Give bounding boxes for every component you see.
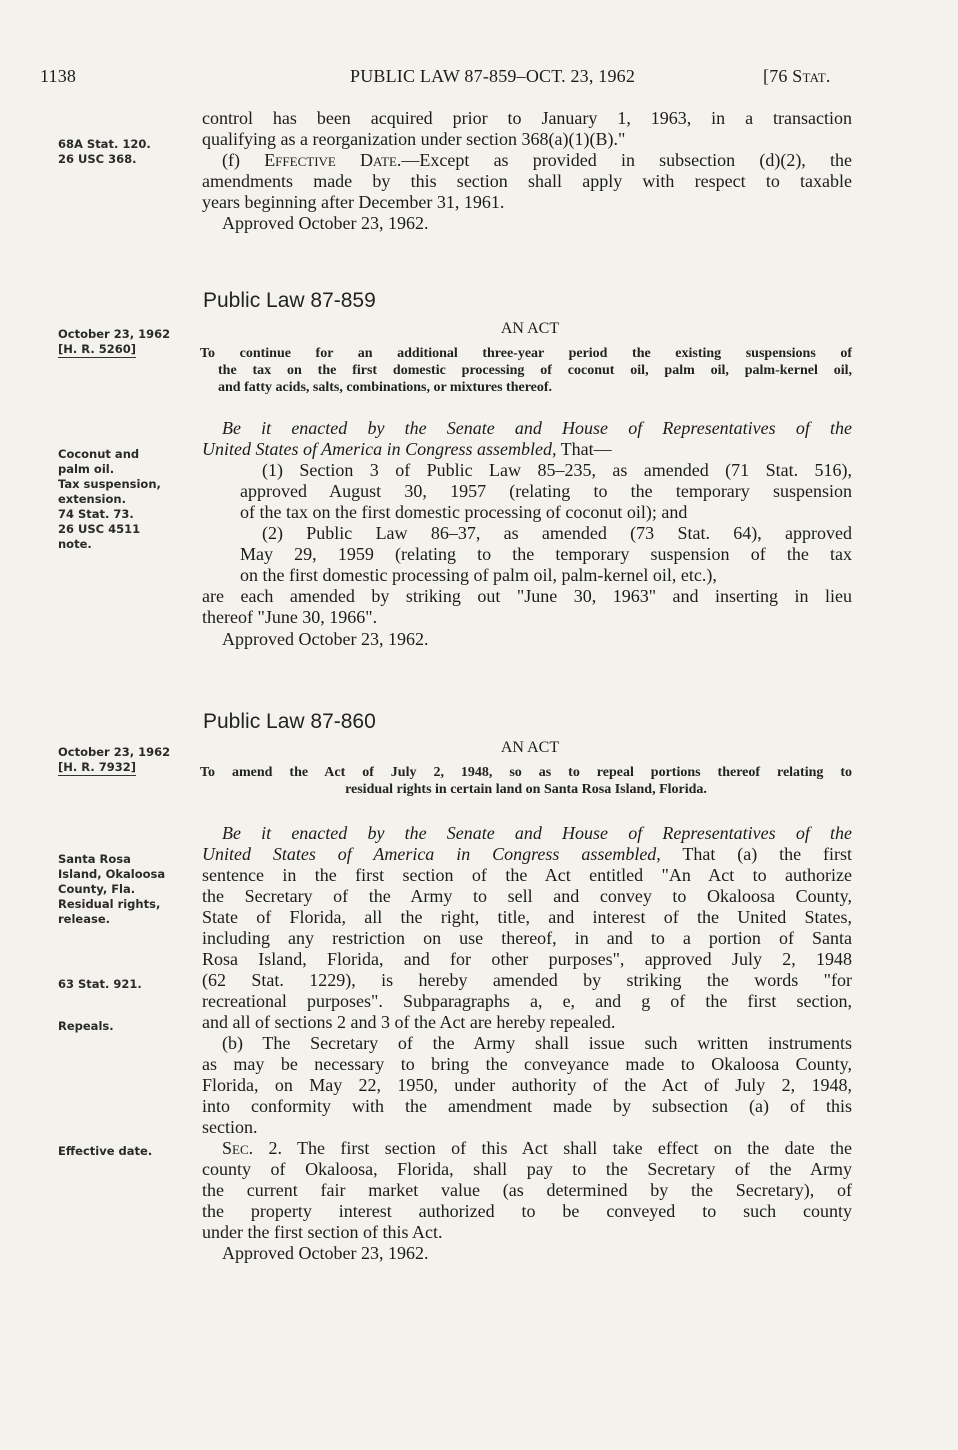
subsection-heading: Effective Date. [264, 150, 402, 170]
approval-line: Approved October 23, 1962. [222, 629, 429, 649]
law-title: Public Law 87-859 [203, 289, 376, 312]
act-label: AN ACT [500, 739, 560, 756]
text-line: are each amended by striking out "June 30, 1963" and inserting in lieu [202, 586, 852, 606]
enacting-tail: That— [556, 439, 612, 459]
text-line: into conformity with the amendment made by subsection (a) of this [202, 1096, 852, 1116]
text-line: including any restriction on use thereof, in and to a portion of Santa [202, 928, 852, 948]
enacting-clause: Be it enacted by the Senate and House of Representatives of the [222, 418, 852, 438]
text-line: recreational purposes". Subparagraphs a, e, and g of the first section, [202, 991, 852, 1011]
margin-note-repeals: Repeals. [58, 1019, 114, 1033]
margin-note-date: October 23, 1962 [58, 327, 171, 341]
section-text: The first section of this Act shall take effect on the date the [297, 1138, 852, 1158]
purpose-line: To amend the Act of July 2, 1948, so as to repeal portions thereof relating to [200, 765, 852, 780]
text-line: and all of sections 2 and 3 of the Act are hereby repealed. [202, 1012, 616, 1032]
text-line: amendments made by this section shall apply with respect to taxable [202, 171, 852, 191]
law-title: Public Law 87-860 [203, 710, 376, 733]
text-line: the Secretary of the Army to sell and convey to Okaloosa County, [202, 886, 852, 906]
bill-number: [H. R. 7932] [58, 760, 136, 774]
margin-note-subject: Coconut and palm oil. Tax suspension, extension. 74 Stat. 73. 26 USC 4511 note. [58, 447, 161, 551]
text-line: Florida, on May 22, 1950, under authority of the Act of July 2, 1948, [202, 1075, 852, 1095]
enacting-clause: Be it enacted by the Senate and House of Representatives of the [222, 823, 852, 843]
act-label: AN ACT [500, 320, 560, 337]
text-line: approved August 30, 1957 (relating to the temporary suspension [240, 481, 852, 501]
bill-number: [H. R. 5260] [58, 342, 136, 356]
enacting-tail: That (a) the first [660, 844, 852, 864]
text-line: (1) Section 3 of Public Law 85–235, as amended (71 Stat. 516), [262, 460, 852, 480]
text-line: of the tax on the first domestic processing of coconut oil); and [240, 502, 688, 522]
margin-note-bill [58, 760, 198, 775]
section-label: Sec. 2. [222, 1138, 282, 1158]
margin-note-citation: 68A Stat. 120. 26 USC 368. [58, 137, 151, 166]
statute-label: Stat. [792, 66, 831, 86]
enacting-italic: United States of America in Congress assembled, [202, 844, 661, 864]
page-number: 1138 [40, 66, 77, 86]
section-2 [222, 1138, 852, 1159]
subsection-text: —Except as provided in subsection (d)(2), the [401, 150, 852, 170]
margin-note-subject: Santa Rosa Island, Okaloosa County, Fla. Residual rights, release. [58, 852, 166, 926]
text-line: State of Florida, all the right, title, and interest of the United States, [202, 907, 852, 927]
margin-note-effective: Effective date. [58, 1144, 153, 1158]
text-line: section. [202, 1117, 258, 1137]
text-line: (b) The Secretary of the Army shall issue such written instruments [222, 1033, 852, 1053]
text-line: qualifying as a reorganization under section 368(a)(1)(B)." [202, 129, 626, 149]
purpose-line: and fatty acids, salts, combinations, or mixtures thereof. [218, 380, 553, 395]
running-title: PUBLIC LAW 87-859–OCT. 23, 1962 [350, 66, 636, 86]
text-line: the property interest authorized to be conveyed to such county [202, 1201, 852, 1221]
purpose-line: To continue for an additional three-year period the existing suspensions of [200, 346, 852, 361]
text-line: sentence in the first section of the Act entitled "An Act to authorize [202, 865, 852, 885]
enacting-italic: United States of America in Congress assembled, [202, 439, 557, 459]
text-line: (62 Stat. 1229), is hereby amended by striking the words "for [202, 970, 852, 990]
margin-note-date: October 23, 1962 [58, 745, 171, 759]
text-line: years beginning after December 31, 1961. [202, 192, 505, 212]
text-line: control has been acquired prior to January 1, 1963, in a transaction [202, 108, 852, 128]
approval-line: Approved October 23, 1962. [222, 1243, 429, 1263]
text-line: (2) Public Law 86–37, as amended (73 Stat. 64), approved [262, 523, 852, 543]
text-line: as may be necessary to bring the conveyance made to Okaloosa County, [202, 1054, 852, 1074]
statute-volume [763, 66, 831, 87]
text-line: under the first section of this Act. [202, 1222, 443, 1242]
text-line: May 29, 1959 (relating to the temporary suspension of the tax [240, 544, 852, 564]
margin-note-bill [58, 342, 198, 357]
text-line: on the first domestic processing of palm oil, palm-kernel oil, etc.), [240, 565, 717, 585]
subsection-f [222, 150, 852, 171]
enacting-clause-cont [202, 439, 852, 460]
enacting-clause-cont [202, 844, 852, 865]
margin-note-citation: 63 Stat. 921. [58, 977, 142, 991]
purpose-line: the tax on the first domestic processing of coconut oil, palm oil, palm-kernel oil, [218, 363, 852, 378]
approval-line: Approved October 23, 1962. [222, 213, 429, 233]
text-line: Rosa Island, Florida, and for other purposes", approved July 2, 1948 [202, 949, 852, 969]
text-line: thereof "June 30, 1966". [202, 607, 378, 627]
subsection-label: (f) [222, 150, 265, 170]
statute-prefix: [76 [763, 66, 793, 86]
text-line: county of Okaloosa, Florida, shall pay to the Secretary of the Army [202, 1159, 852, 1179]
text-line: the current fair market value (as determined by the Secretary), of [202, 1180, 852, 1200]
purpose-line: residual rights in certain land on Santa Rosa Island, Florida. [345, 782, 707, 797]
